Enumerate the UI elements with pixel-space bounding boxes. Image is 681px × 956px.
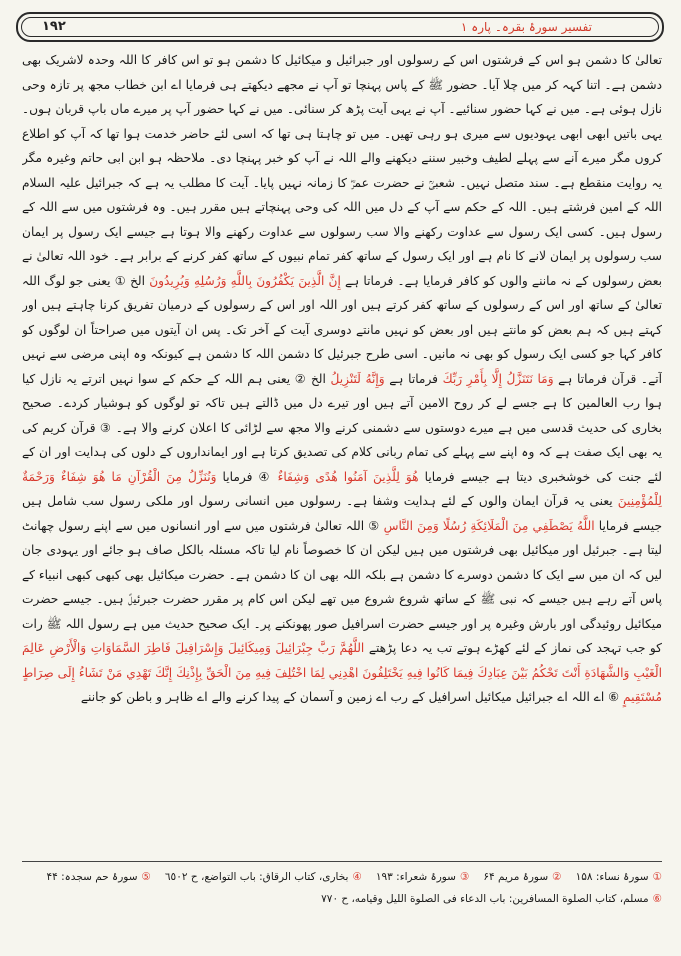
footnote-text: سورۂ مریم ۶۴ bbox=[483, 871, 549, 883]
body-segment: ⑤ اللہ تعالیٰ فرشتوں میں سے اور انسانوں میں سے اپنے رسول چھانٹ لیتا ہے۔ جبرئیل اور میکائیل بھی فرشتوں میں ہیں لیکن ان کا خصوصاً نام لیا تاکہ مسئلہ بالکل صاف ہو جائے اور یہودی جان لیں کہ ان میں سے ایک کا دشمن دوسرے کا دشمن ہے بلکہ اللہ بھی ان کا دشمن ہے۔ حضرت میکائیل بھی کبھی کبھی انبیاء کے پاس آتے رہے ہیں جیسے کہ نبی ﷺ کے ساتھ شروع شروع میں تھے لیکن اس کام پر مقرر حضرت جبرئیلؑ ہیں۔ جیسے حضرت میکائیل روئیدگی اور بارش وغیرہ پر اور جیسے حضرت اسرافیل صور پھونکنے پر۔ ایک صحیح حدیث میں ہے رسول اللہ ﷺ رات کو جب تہجد کی نماز کے لئے کھڑے ہوتے تب یہ دعا پڑھتے bbox=[22, 518, 662, 655]
quran-quote: وَنُنَزِّلُ مِنَ الْقُرْآنِ مَا هُوَ شِفَاءٌ وَرَحْمَةٌ لِلْمُؤْمِنِينَ bbox=[22, 469, 662, 508]
body-segment: آیت کا مطلب یہ ہے کہ جبرائیل علیہ السلام اللہ کے امین فرشتے ہیں۔ اللہ کے حکم سے آپ کے دل میں اللہ کی وحی پہنچاتے ہیں مقرر ہیں۔ وہ فرشتوں میں سے اللہ کے رسول ہیں۔ کسی ایک رسول سے عداوت رکھنے والا سب رسولوں سے عداوت رکھنے والا ہوتا ہے جیسے ایک رسول پر ایمان سب رسولوں پر ایمان لانے کا نام ہے اور ایک رسول کے ساتھ کفر تمام نبیوں کے ساتھ کفر کرنے کے برابر ہے۔ خود اللہ تعالیٰ نے بعض رسولوں کے نہ ماننے والوں کو کافر فرمایا ہے۔ فرماتا ہے bbox=[22, 175, 662, 288]
footnote bbox=[321, 888, 662, 910]
quran-quote: وَإِنَّهُ لَتَنْزِيلُ bbox=[330, 371, 385, 386]
footnote-text: سورۂ حم سجدہ: ۴۴ bbox=[46, 871, 138, 883]
footnote-number: ② bbox=[552, 871, 562, 883]
page-header bbox=[16, 12, 664, 42]
page-number: ۱۹۲ bbox=[42, 19, 66, 34]
header-title: تفسیر سورۂ بقرہ۔ پارہ ۱ bbox=[460, 20, 592, 34]
quran-quote: هُوَ لِلَّذِينَ آمَنُوا هُدًى وَشِفَاءٌ bbox=[277, 469, 419, 484]
quran-quote: إِنَّ الَّذِينَ يَكْفُرُونَ بِاللَّهِ وَرُسُلِهِ وَيُرِيدُونَ bbox=[149, 273, 341, 288]
quran-quote: وَمَا نَتَنَزَّلُ إِلَّا بِأَمْرِ رَبِّكَ bbox=[442, 371, 554, 386]
body-text bbox=[22, 48, 662, 852]
body-segment: ④ فرمایا bbox=[222, 469, 272, 484]
quran-quote: اللَّهُ يَصْطَفِي مِنَ الْمَلَائِكَةِ رُسُلًا وَمِنَ النَّاسِ bbox=[383, 518, 595, 533]
footnote-number: ⑥ bbox=[652, 893, 662, 905]
footnote-text: بخاری، کتاب الرقاق: باب التواضع، ح ٦٥٠٢ bbox=[164, 871, 349, 883]
footnote-text: مسلم، کتاب الصلوة المسافرین: باب الدعاء فی الصلوة اللیل وقیامه، ح ٧٧٠ bbox=[321, 893, 649, 905]
footnote-number: ③ bbox=[459, 871, 470, 883]
footnote bbox=[576, 866, 662, 888]
body-segment: ⑥ اے اللہ اے جبرائیل میکائیل اسرافیل کے رب اے زمین و آسمان کے پیدا کرنے والے اے ظاہر و باطن کو جاننے bbox=[80, 690, 620, 704]
footnote bbox=[483, 866, 561, 888]
page bbox=[6, 4, 675, 950]
footnote-text: سورۂ شعراء: ۱۹۳ bbox=[375, 871, 456, 883]
footnote-row bbox=[22, 888, 662, 910]
footnote bbox=[47, 866, 151, 888]
body-paragraph bbox=[22, 48, 662, 710]
footnote-number: ① bbox=[652, 871, 662, 883]
body-segment: فرماتا ہے bbox=[389, 371, 439, 386]
footnote-text: سورۂ نساء: ۱۵۸ bbox=[575, 871, 649, 883]
body-segment: الخ ① یعنی جو لوگ اللہ تعالیٰ کے ساتھ اور اس کے رسولوں کے ساتھ کفر کرتے ہیں اور اللہ اور اس کے رسولوں کے درمیان تفریق کرنا چاہتے ہیں اور کہتے ہیں کہ ہم بعض کو مانتے ہیں اور بعض کو نہیں مانتے دوسری آیت کے آخر تک۔ پس ان آیتوں میں صراحتاً ان لوگوں کو کافر کہا جو کسی ایک رسول کو بھی نہ مانیں۔ اسی طرح جبرئیل کا دشمن اللہ کا دشمن ہے کیونکہ وہ اپنی مرضی سے نہیں آتے۔ قرآن فرماتا ہے bbox=[22, 273, 662, 386]
body-segment: یعنی یہ قرآن ایمان والوں کے لئے ہدایت وشفا ہے۔ رسولوں میں انسانی رسول اور ملکی رسول سب شامل ہیں جیسے فرمایا bbox=[22, 494, 662, 533]
footnote bbox=[376, 866, 470, 888]
quran-quote: اللَّهُمَّ رَبَّ جِبْرَائِيلَ وَمِيكَائِيلَ وَإِسْرَافِيلَ فَاطِرَ السَّمَاوَاتِ وَالْأَرْضِ عَالِمَ الْغَيْبِ وَالشَّهَادَةِ أَنْتَ تَحْكُمُ بَيْنَ عِبَادِكَ فِيمَا كَانُوا فِيهِ يَخْتَلِفُونَ اهْدِنِي لِمَا اخْتُلِفَ فِيهِ مِنَ الْحَقِّ بِإِذْنِكَ إِنَّكَ تَهْدِي مَنْ تَشَاءُ إِلَى صِرَاطٍ مُسْتَقِيمٍ bbox=[22, 641, 662, 704]
footnote-row bbox=[22, 866, 662, 888]
footnote-divider bbox=[22, 861, 662, 862]
footnote bbox=[165, 866, 362, 888]
body-segment: الخ ② یعنی ہم اللہ کے حکم کے سوا نہیں اترتے یہ نازل کیا ہوا رب العالمین کا ہے جسے لے کر روح الامین آتے ہیں اور تیرے دل میں ڈالتے ہیں تاکہ تو لوگوں کو ہوشیار کردے۔ صحیح بخاری کی حدیث قدسی میں ہے میرے دوستوں سے دشمنی کرنے والا مجھ سے لڑائی کا اعلان کرنے والا ہے۔ ③ قرآن کریم کی یہ بھی ایک صفت ہے کہ وہ اپنے سے پہلے کی تمام ربانی کلام کی تصدیق کرتا ہے اور ایمانداروں کے دلوں کی ہدایت اور ان کے لئے جنت کی خوشخبری دیتا ہے جیسے فرمایا bbox=[22, 371, 662, 484]
body-segment: تعالیٰ کا دشمن ہو اس کے فرشتوں اس کے رسولوں اور جبرائیل و میکائیل کا دشمن ہو تو اس کافر کا اللہ وحدہ لاشریک بھی دشمن ہے۔ اتنا کہہ کر میں چلا آیا۔ حضور ﷺ کے پاس پہنچا تو آپ نے مجھے دیکھتے ہی فرمایا اے ابن خطاب مجھ پر تازہ وحی نازل ہوئی ہے۔ میں نے کہا حضور سنائیے۔ آپ نے یہی آیت پڑھ کر سنائی۔ میں نے کہا حضور آپ پر میرے ماں باپ قربان ہوں۔ یہی باتیں ابھی ابھی یہودیوں سے میری ہو رہی تھیں۔ میں تو چاہتا ہی تھا کہ اسی لئے حاضر خدمت ہوا تھا کہ آپ کو اطلاع کروں مگر میرے آنے سے پہلے لطیف وخبیر سننے دیکھنے والے اللہ نے آپ کو خبر پہنچا دی۔ ملاحظہ ہو ابن ابی حاتم وغیرہ مگر یہ روایت منقطع ہے۔ سند متصل نہیں۔ شعبیؒ نے حضرت عمرؓ کا زمانہ نہیں پایا۔ bbox=[22, 53, 662, 190]
footnote-number: ④ bbox=[352, 871, 362, 883]
footnote-number: ⑤ bbox=[141, 871, 151, 883]
footnotes bbox=[22, 866, 662, 936]
